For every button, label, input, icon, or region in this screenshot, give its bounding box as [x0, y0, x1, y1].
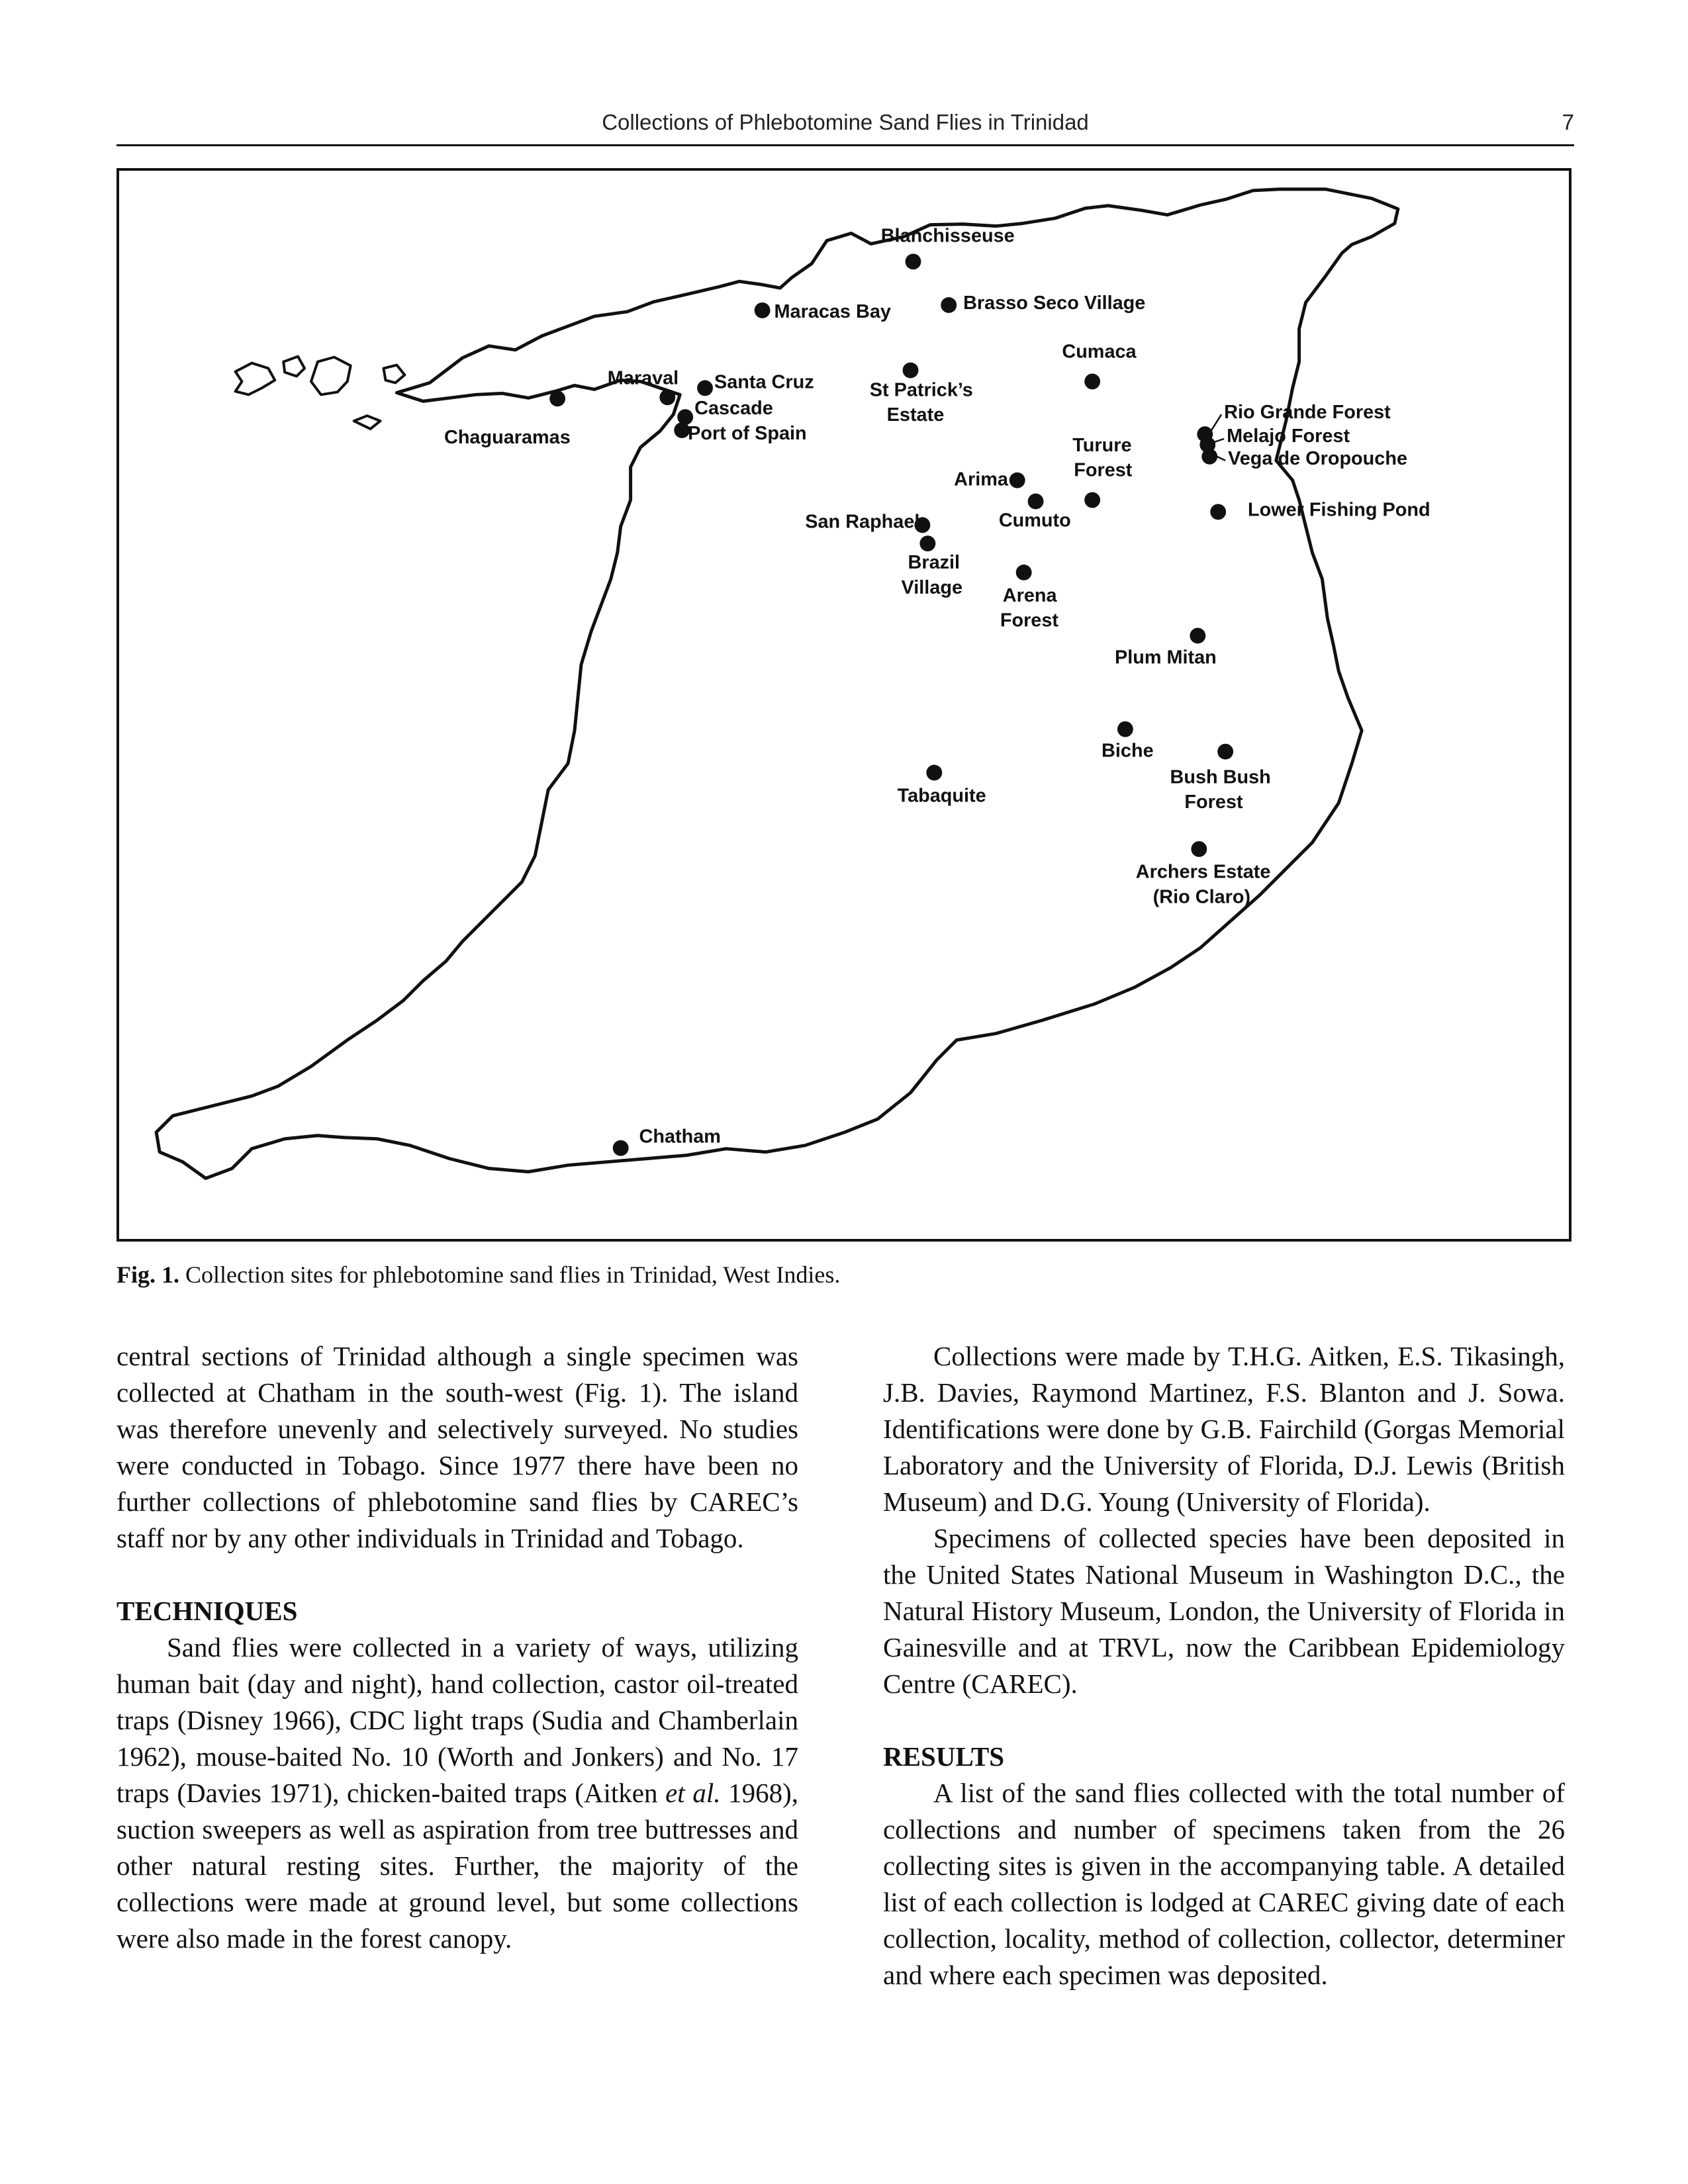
results-paragraph: A list of the sand flies collected with the total number of collections and number of specimens taken from the 26 collecting sites is given in the accompanying table. A detailed list of each collection is lodged at CAREC giving date of each collection, locality, method of collection, collector, determiner and where each specimen was deposited.	[883, 1778, 1565, 1990]
site-label-st-patricks-line2: Estate	[886, 404, 945, 426]
site-dot-bush-bush	[1217, 744, 1233, 760]
site-label-brazil-line2: Village	[901, 576, 963, 598]
site-label-tabaquite: Tabaquite	[897, 785, 986, 807]
figure-caption	[117, 1261, 1571, 1289]
techniques-paragraph	[117, 1629, 798, 1957]
site-dot-turure	[1084, 492, 1100, 508]
techniques-et-al: et al.	[665, 1778, 721, 1808]
page-header	[117, 106, 1574, 146]
left-text-column	[117, 1338, 798, 1957]
site-label-cumaca: Cumaca	[1062, 341, 1137, 363]
site-label-port-of-spain: Port of Spain	[688, 422, 807, 444]
site-label-san-raphael: San Raphael	[805, 511, 920, 533]
site-dot-maraval	[659, 389, 675, 405]
site-label-st-patricks-line1: St Patrick’s	[869, 379, 973, 401]
site-dot-santa-cruz	[697, 380, 713, 396]
figure-1-map	[117, 168, 1571, 1242]
right-text-column	[883, 1338, 1565, 1993]
site-label-cascade: Cascade	[694, 398, 773, 420]
site-dot-plum-mitan	[1190, 628, 1205, 644]
techniques-text-part1: Sand flies were collected in a variety of ways, utilizing human bait (day and night), hand collection, castor oil-treated traps (Disney 1966), CDC light traps (Sudia and Chamberlain 1962), mouse-baited No. 10 (Worth and Jonkers) and No. 17 traps (Davies 1971), chicken-baited traps (Aitken	[117, 1632, 798, 1808]
site-dot-chatham	[613, 1140, 629, 1156]
site-label-santa-cruz: Santa Cruz	[714, 371, 814, 393]
running-title: Collections of Phlebotomine Sand Flies in Trinidad	[602, 110, 1089, 134]
site-label-arena-line2: Forest	[1000, 610, 1058, 631]
site-label-rio-grande: Rio Grande Forest	[1224, 402, 1391, 424]
figure-caption-label: Fig. 1.	[117, 1261, 179, 1288]
site-dot-biche	[1117, 721, 1133, 737]
site-label-archers-line2: (Rio Claro)	[1152, 886, 1251, 908]
site-label-brazil-line1: Brazil	[908, 552, 961, 574]
collectors-paragraph: Collections were made by T.H.G. Aitken, E.S. Tikasingh, J.B. Davies, Raymond Martinez, F.S. Blanton and J. Sowa. Identifications were done by G.B. Fairchild (Gorgas Memorial Laboratory and the University of Florida, D.J. Lewis (British Museum) and D.G. Young (University of Florida).	[883, 1341, 1565, 1517]
site-label-chatham: Chatham	[639, 1126, 721, 1148]
site-label-cumuto: Cumuto	[998, 510, 1071, 531]
site-dot-tabaquite	[926, 765, 942, 781]
techniques-text-part2: 1968), suction sweepers as well as aspiration from tree buttresses and other natural resting sites. Further, the majority of the collections were made at ground level, but some collections were also made in the forest canopy.	[117, 1778, 798, 1954]
site-label-vega: Vega de Oropouche	[1228, 447, 1407, 469]
site-label-lower-fishing-pond: Lower Fishing Pond	[1247, 499, 1430, 521]
deposit-paragraph: Specimens of collected species have been deposited in the United States National Museum in Washington D.C., the Natural History Museum, London, the University of Florida in Gainesville and at TRVL, now the Caribbean Epidemiology Centre (CAREC).	[883, 1523, 1565, 1699]
site-label-plum-mitan: Plum Mitan	[1114, 647, 1217, 668]
site-label-brasso-seco: Brasso Seco Village	[963, 292, 1146, 314]
site-label-arima: Arima	[954, 469, 1008, 490]
techniques-heading: TECHNIQUES	[117, 1596, 298, 1626]
site-label-maraval: Maraval	[607, 367, 679, 389]
site-label-maracas-bay: Maracas Bay	[774, 300, 891, 322]
intro-continuation-paragraph: central sections of Trinidad although a single specimen was collected at Chatham in the south-west (Fig. 1). The island was therefore unevenly and selectively surveyed. No studies were conducted in Tobago. Since 1977 there have been no further collections of phlebotomine sand flies by CAREC’s staff nor by any other individuals in Trinidad and Tobago.	[117, 1341, 798, 1553]
trinidad-map	[119, 171, 1569, 1239]
site-label-turure-line2: Forest	[1074, 459, 1133, 481]
site-dot-vega	[1201, 449, 1217, 465]
site-dot-st-patricks	[903, 363, 919, 379]
site-label-turure-line1: Turure	[1072, 434, 1132, 456]
results-heading: RESULTS	[883, 1741, 1005, 1772]
site-label-arena-line1: Arena	[1002, 584, 1057, 606]
site-label-archers-line1: Archers Estate	[1135, 861, 1271, 883]
site-label-chaguaramas: Chaguaramas	[444, 426, 571, 448]
site-dot-chaguaramas	[549, 390, 565, 406]
site-dot-brasso-seco	[941, 297, 957, 313]
site-dot-blanchisseuse	[906, 253, 921, 269]
site-dot-maracas-bay	[755, 302, 771, 318]
site-dot-arena	[1016, 565, 1032, 580]
site-dot-cumaca	[1084, 373, 1100, 389]
site-dot-archers	[1191, 841, 1207, 857]
site-dot-brazil	[919, 535, 935, 551]
site-dot-lower-fishing-pond	[1210, 504, 1226, 520]
site-dot-cumuto	[1028, 494, 1044, 510]
site-dot-arima	[1009, 473, 1025, 488]
site-label-blanchisseuse: Blanchisseuse	[880, 225, 1015, 247]
site-label-melajo: Melajo Forest	[1227, 425, 1350, 447]
page-number: 7	[1562, 110, 1574, 134]
bocas-islands	[236, 357, 405, 429]
figure-caption-text: Collection sites for phlebotomine sand flies in Trinidad, West Indies.	[179, 1261, 841, 1288]
site-label-bush-bush-line1: Bush Bush	[1170, 766, 1271, 788]
site-label-biche: Biche	[1102, 740, 1154, 762]
trinidad-outline	[156, 189, 1398, 1179]
site-label-bush-bush-line2: Forest	[1184, 792, 1243, 813]
